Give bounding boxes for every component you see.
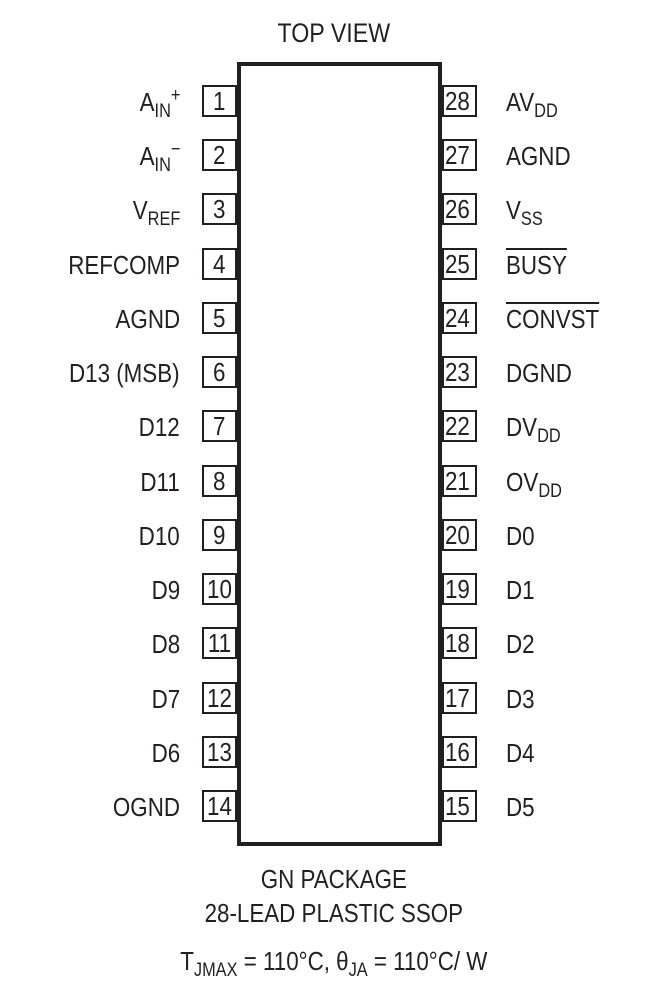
pin-24 — [442, 302, 477, 334]
pin-27 — [442, 139, 477, 171]
pin-20 — [442, 519, 477, 551]
pin-14 — [202, 790, 237, 822]
pin-number: 3 — [213, 194, 226, 224]
pin-number: 10 — [207, 574, 232, 604]
pin-signal-subscript: SS — [520, 209, 543, 230]
pin-11 — [202, 627, 237, 659]
pin-label-9 — [139, 520, 180, 552]
pin-label-23 — [506, 357, 572, 389]
pin-label-11 — [151, 628, 180, 660]
pin-number: 14 — [207, 791, 232, 821]
pin-9 — [202, 519, 237, 551]
pin-signal-name: D11 — [140, 467, 180, 497]
package-description: 28-LEAD PLASTIC SSOP — [204, 898, 464, 928]
pin-signal-name: D10 — [138, 521, 180, 551]
pin-4 — [202, 248, 237, 280]
pin-number: 20 — [445, 520, 470, 550]
pin-26 — [442, 193, 477, 225]
pin-label-17 — [506, 683, 535, 715]
pin-number: 12 — [207, 683, 232, 713]
pin-7 — [202, 410, 237, 442]
pin-label-19 — [506, 574, 535, 606]
pin-label-1 — [139, 85, 180, 122]
pin-signal-name: D6 — [151, 738, 180, 768]
pin-21 — [442, 465, 477, 497]
pin-number: 8 — [213, 466, 226, 496]
pin-10 — [202, 573, 237, 605]
pin-label-6 — [69, 357, 180, 389]
pin-label-20 — [506, 520, 535, 552]
pin-number: 28 — [445, 86, 470, 116]
pin-2 — [202, 139, 237, 171]
theta-symbol: θ — [336, 946, 349, 976]
pin-label-18 — [506, 628, 535, 660]
pin-25 — [442, 248, 477, 280]
pin-signal-name: D13 (MSB) — [69, 358, 180, 388]
pin-15 — [442, 790, 477, 822]
pin-signal-name: AV — [506, 87, 535, 117]
tjmax-value: = 110°C, — [237, 946, 337, 976]
pin-number: 15 — [445, 791, 470, 821]
pin-23 — [442, 356, 477, 388]
pin-signal-name: D2 — [506, 629, 535, 659]
pin-signal-subscript: DD — [538, 481, 562, 502]
pin-signal-name: D1 — [506, 575, 535, 605]
pin-number: 2 — [213, 140, 226, 170]
pin-label-27 — [506, 140, 571, 172]
pin-signal-name: D4 — [506, 738, 535, 768]
pin-signal-name: D12 — [138, 412, 180, 442]
pin-label-8 — [141, 466, 180, 498]
pin-signal-name: AGND — [115, 304, 180, 334]
pin-signal-superscript: + — [170, 85, 180, 106]
thermal-spec — [48, 946, 620, 981]
tjmax-subscript: JMAX — [193, 960, 238, 981]
pin-signal-name: BUSY — [506, 250, 567, 280]
pin-label-5 — [115, 303, 180, 335]
pin-label-12 — [151, 683, 180, 715]
pin-19 — [442, 573, 477, 605]
pin-label-22 — [506, 411, 561, 447]
pin-1 — [202, 85, 237, 117]
theta-value: = 110°C/ W — [367, 946, 488, 976]
pin-signal-name: D3 — [506, 684, 535, 714]
pin-17 — [442, 682, 477, 714]
pin-signal-name: DV — [506, 412, 538, 442]
pin-signal-superscript: − — [170, 139, 180, 160]
pin-signal-name: D0 — [506, 521, 535, 551]
theta-subscript: JA — [348, 960, 368, 981]
pin-number: 18 — [445, 628, 470, 658]
ic-body — [237, 62, 442, 846]
pin-5 — [202, 302, 237, 334]
pin-number: 16 — [445, 737, 470, 767]
pin-signal-subscript: DD — [534, 101, 558, 122]
pin-number: 1 — [213, 86, 226, 116]
pin-number: 21 — [445, 466, 470, 496]
view-title: TOP VIEW — [277, 18, 391, 48]
pin-signal-subscript: DD — [537, 426, 561, 447]
pin-22 — [442, 410, 477, 442]
pin-signal-subscript: IN — [154, 155, 171, 176]
pin-label-26 — [506, 194, 543, 230]
pin-label-13 — [151, 737, 180, 769]
pin-label-21 — [506, 466, 562, 502]
pin-number: 11 — [207, 628, 232, 658]
pin-number: 6 — [213, 357, 226, 387]
pin-label-14 — [113, 791, 180, 823]
pin-number: 5 — [213, 303, 226, 333]
pin-signal-name: A — [139, 87, 155, 117]
pin-signal-name: OV — [506, 467, 539, 497]
pin-signal-subscript: IN — [154, 101, 171, 122]
pin-label-2 — [139, 139, 180, 176]
pin-signal-name: DGND — [506, 358, 572, 388]
pin-label-24 — [506, 303, 599, 335]
pin-16 — [442, 736, 477, 768]
pin-number: 23 — [445, 357, 470, 387]
pin-number: 7 — [213, 411, 226, 441]
pin-signal-name: A — [139, 141, 155, 171]
pin-label-15 — [506, 791, 535, 823]
pin-number: 4 — [213, 249, 226, 279]
pin-label-16 — [506, 737, 535, 769]
pin-label-4 — [68, 249, 180, 281]
pin-signal-name: D8 — [151, 629, 180, 659]
pin-signal-name: D9 — [151, 575, 180, 605]
pin-signal-name: CONVST — [506, 304, 600, 334]
pin-signal-subscript: REF — [147, 209, 180, 230]
pin-label-3 — [132, 194, 180, 230]
pin-number: 27 — [445, 140, 470, 170]
tjmax-symbol: T — [180, 946, 194, 976]
pin-number: 13 — [207, 737, 232, 767]
pin-label-28 — [506, 86, 558, 122]
pin-signal-name: AGND — [506, 141, 571, 171]
pin-number: 22 — [445, 411, 470, 441]
pin-number: 26 — [445, 194, 470, 224]
pin-signal-name: D7 — [151, 684, 180, 714]
pin-label-7 — [139, 411, 180, 443]
pin-number: 24 — [445, 303, 470, 333]
pin-12 — [202, 682, 237, 714]
pin-6 — [202, 356, 237, 388]
pin-signal-name: V — [132, 195, 148, 225]
pin-signal-name: OGND — [112, 792, 180, 822]
pin-13 — [202, 736, 237, 768]
pin-28 — [442, 85, 477, 117]
pin-signal-name: V — [506, 195, 521, 225]
pin-number: 17 — [445, 683, 470, 713]
pin-label-10 — [151, 574, 180, 606]
package-name: GN PACKAGE — [260, 864, 407, 894]
pin-8 — [202, 465, 237, 497]
pin-label-25 — [506, 249, 567, 281]
pin-number: 25 — [445, 249, 470, 279]
pin-signal-name: D5 — [506, 792, 535, 822]
pin-18 — [442, 627, 477, 659]
pin-number: 9 — [213, 520, 226, 550]
pin-3 — [202, 193, 237, 225]
pin-number: 19 — [445, 574, 470, 604]
pin-signal-name: REFCOMP — [68, 250, 180, 280]
